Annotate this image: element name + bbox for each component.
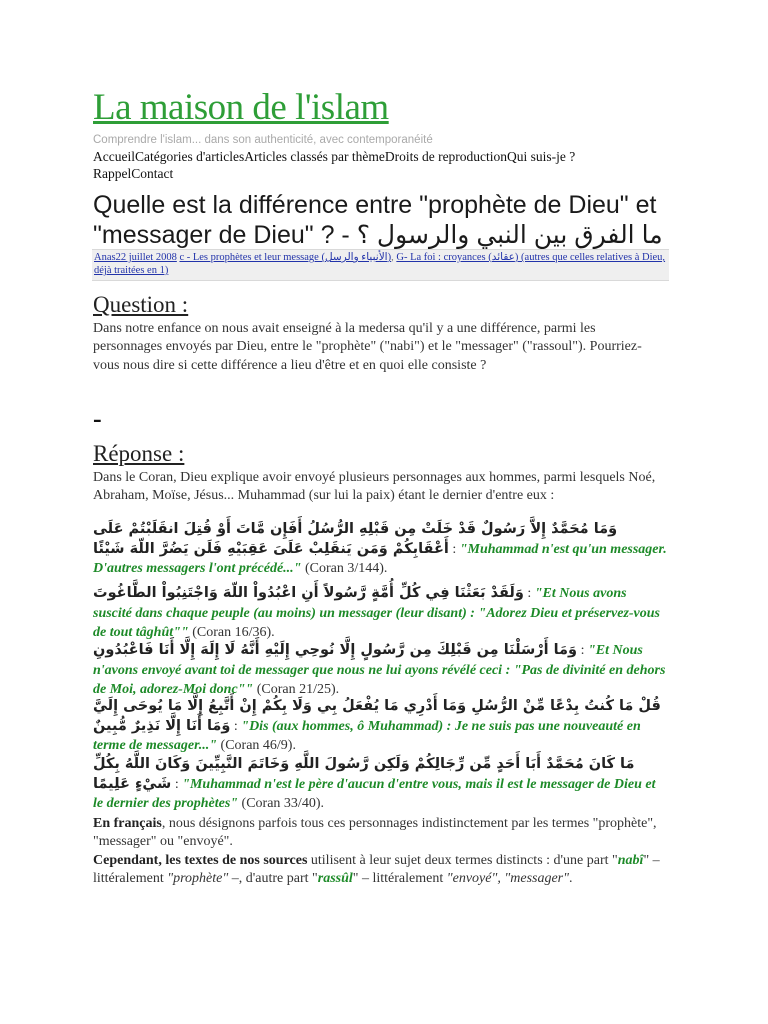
quote-arabic: قُلْ مَا كُنتُ بِدْعًا مِّنْ الرُّسُلِ وَمَا أَدْرِي مَا يُفْعَلُ بِي وَلَا بِكُمْ إِنْ أَتَّبِعُ إِلَّا مَا يُوحَى إِلَيَّ وَمَا أَنَا إِلَّا نَذِيرٌ مُّبِينٌ <box>93 698 661 734</box>
quote-translation: "Et Nous avons suscité dans chaque peuple (au moins) un messager (leur disant) : "Adorez Dieu et préservez-vous de tout tâghût"" <box>93 586 661 641</box>
quote-block: وَمَا أَرْسَلْنَا مِن قَبْلِكَ مِن رَّسُولٍ إِلَّا نُوحِي إِلَيْهِ أَنَّهُ لَا إِلَهَ إِلَّا أَنَا فَاعْبُدُونِ : "Et Nous n'avons envoyé avant toi de messager que nous ne lui ayons révélé ceci : "Pas de divinité en dehors de Moi, adorez-Moi donc"" (Coran 21/25). <box>93 642 666 698</box>
quote-source: (Coran 21/25). <box>256 682 340 698</box>
term-rassul-literal: "envoyé", "messager" <box>446 871 570 887</box>
paragraph-lead-bold: En français <box>93 816 162 831</box>
quote-source: (Coran 16/36). <box>192 625 275 641</box>
separator-dash: - <box>93 404 102 433</box>
quote-block: قُلْ مَا كُنتُ بِدْعًا مِّنْ الرُّسُلِ وَمَا أَدْرِي مَا يُفْعَلُ بِي وَلَا بِكُمْ إِنْ أَتَّبِعُ إِلَّا مَا يُوحَى إِلَيَّ وَمَا أَنَا إِلَّا نَذِيرٌ مُّبِينٌ : "Dis (aux hommes, ô Muhammad) : Je ne suis pas une nouveauté en terme de messager..." (Coran 46/9). <box>93 698 661 754</box>
quote-source: (Coran 33/40). <box>241 796 324 812</box>
quote-block: وَلَقَدْ بَعَثْنَا فِي كُلِّ أُمَّةٍ رَّسُولاً أَنِ اعْبُدُواْ اللّهَ وَاجْتَنِبُواْ الطَّاغُوتَ : "Et Nous avons suscité dans chaque peuple (au moins) un messager (leur disant) : "Adorez Dieu et préservez-vous de tout tâghût"" (Coran 16/36). <box>93 585 661 641</box>
quote-source: (Coran 46/9). <box>220 738 296 754</box>
answer-intro: Dans le Coran, Dieu explique avoir envoyé plusieurs personnages aux hommes, parmi lesquels Noé, Abraham, Moïse, Jésus... Muhammad (sur lui la paix) étant le dernier d'entre eux : <box>93 470 656 504</box>
paragraph-text: , nous désignons parfois tous ces personnages indistinctement par les termes "prophète", "messager" ou "envoyé". <box>93 816 657 850</box>
nav-item-articles-par-theme[interactable]: Articles classés par thème <box>244 149 385 164</box>
quote-translation: "Et Nous n'avons envoyé avant toi de messager que nous ne lui ayons révélé ceci : "Pas de divinité en dehors de Moi, adorez-Moi donc"" <box>93 643 666 698</box>
term-nabi-literal: "prophète" <box>167 871 229 887</box>
main-nav <box>93 148 653 182</box>
category-link-foi[interactable]: G- La foi : croyances (عقائد) (autres que celles relatives à Dieu, déjà traitées en 1) <box>94 252 666 276</box>
quote-translation: "Muhammad n'est qu'un messager. D'autres messagers l'ont précédé..." <box>93 541 667 577</box>
author-date-link[interactable]: Anas22 juillet 2008 <box>94 252 177 263</box>
question-heading: Question : <box>93 292 189 317</box>
paragraph-text: " – littéralement <box>352 871 447 887</box>
quote-arabic: وَلَقَدْ بَعَثْنَا فِي كُلِّ أُمَّةٍ رَّسُولاً أَنِ اعْبُدُواْ اللّهَ وَاجْتَنِبُواْ الطَّاغُوتَ <box>93 585 524 601</box>
question-text: Dans notre enfance on nous avait enseigné à la medersa qu'il y a une différence, parmi les personnages envoyés par Dieu, entre le "prophète" ("nabi") et le "messager" ("rassoul"). Pourriez-vous nous dire si cette différence a lieu d'être et en quoi elle consiste ? <box>93 321 642 373</box>
category-link-prophetes[interactable]: c - Les prophètes et leur message (الأنبياء والرسل) <box>179 252 392 263</box>
quote-block: مَا كَانَ مُحَمَّدٌ أَبَا أَحَدٍ مِّن رِّجَالِكُمْ وَلَكِن رَّسُولَ اللَّهِ وَخَاتَمَ النَّبِيِّينَ وَكَانَ اللَّهُ بِكُلِّ شَيْءٍ عَلِيمًا : "Muhammad n'est le père d'aucun d'entre vous, mais il est le messager de Dieu et le dernier des prophètes" (Coran 33/40). <box>93 756 656 812</box>
quote-arabic: وَمَا أَرْسَلْنَا مِن قَبْلِكَ مِن رَّسُولٍ إِلَّا نُوحِي إِلَيْهِ أَنَّهُ لَا إِلَهَ إِلَّا أَنَا فَاعْبُدُونِ <box>93 642 578 658</box>
paragraph-en-francais <box>93 815 668 852</box>
nav-item-contact[interactable]: Contact <box>131 166 174 181</box>
site-title-link[interactable]: La maison de l'islam <box>93 87 389 128</box>
quote-translation: "Dis (aux hommes, ô Muhammad) : Je ne suis pas une nouveauté en terme de messager..." <box>93 718 641 754</box>
paragraph-lead-bold: Cependant, les textes de nos sources <box>93 853 308 868</box>
paragraph-cependant <box>93 852 668 889</box>
article-title-ar: ما الفرق بين النبي والرسول ؟ <box>356 221 663 249</box>
term-rassul: rassûl <box>317 871 353 887</box>
quote-source: (Coran 3/144). <box>304 561 388 577</box>
nav-item-accueil[interactable]: Accueil <box>93 149 135 164</box>
article-meta: Anas22 juillet 2008 c - Les prophètes et leur message (الأنبياء والرسل), G- La foi : croyances (عقائد) (autres que celles relatives à Dieu, déjà traitées en 1) <box>92 249 669 281</box>
paragraph-text: utilisent à leur sujet deux termes distincts : d'une part " <box>307 853 618 868</box>
site-tagline: Comprendre l'islam... dans son authenticité, avec contemporanéité <box>93 134 433 146</box>
paragraph-text: –, d'autre part " <box>228 871 318 887</box>
nav-item-rappel[interactable]: Rappel <box>93 166 132 181</box>
term-nabi: nabî <box>617 853 644 868</box>
nav-item-categories[interactable]: Catégories d'articles <box>134 149 245 164</box>
article-title <box>93 190 668 250</box>
paragraph-text: " – littéralement <box>93 853 660 887</box>
quote-block: وَمَا مُحَمَّدٌ إِلاَّ رَسُولٌ قَدْ خَلَتْ مِن قَبْلِهِ الرُّسُلُ أَفَإِن مَّاتَ أَوْ قُتِلَ انقَلَبْتُمْ عَلَى أَعْقَابِكُمْ وَمَن يَنقَلِبْ عَلَىَ عَقِبَيْهِ فَلَن يَضُرَّ اللّهَ شَيْئًا : "Muhammad n'est qu'un messager. D'autres messagers l'ont précédé..." (Coran 3/144). <box>93 521 667 577</box>
article-title-fr: Quelle est la différence entre "prophète de Dieu" et "messager de Dieu" ? - <box>93 191 657 249</box>
nav-item-droits[interactable]: Droits de reproduction <box>384 149 508 164</box>
quote-arabic: وَمَا مُحَمَّدٌ إِلاَّ رَسُولٌ قَدْ خَلَتْ مِن قَبْلِهِ الرُّسُلُ أَفَإِن مَّاتَ أَوْ قُتِلَ انقَلَبْتُمْ عَلَى أَعْقَابِكُمْ وَمَن يَنقَلِبْ عَلَىَ عَقِبَيْهِ فَلَن يَضُرَّ اللّهَ شَيْئًا <box>93 521 618 557</box>
nav-item-qui-suis-je[interactable]: Qui suis-je ? <box>507 149 576 164</box>
quote-arabic: مَا كَانَ مُحَمَّدٌ أَبَا أَحَدٍ مِّن رِّجَالِكُمْ وَلَكِن رَّسُولَ اللَّهِ وَخَاتَمَ النَّبِيِّينَ وَكَانَ اللَّهُ بِكُلِّ شَيْءٍ عَلِيمًا <box>93 756 635 792</box>
quote-translation: "Muhammad n'est le père d'aucun d'entre vous, mais il est le messager de Dieu et le dernier des prophètes" <box>93 776 656 812</box>
paragraph-text: . <box>569 871 573 887</box>
answer-heading: Réponse : <box>93 441 185 466</box>
